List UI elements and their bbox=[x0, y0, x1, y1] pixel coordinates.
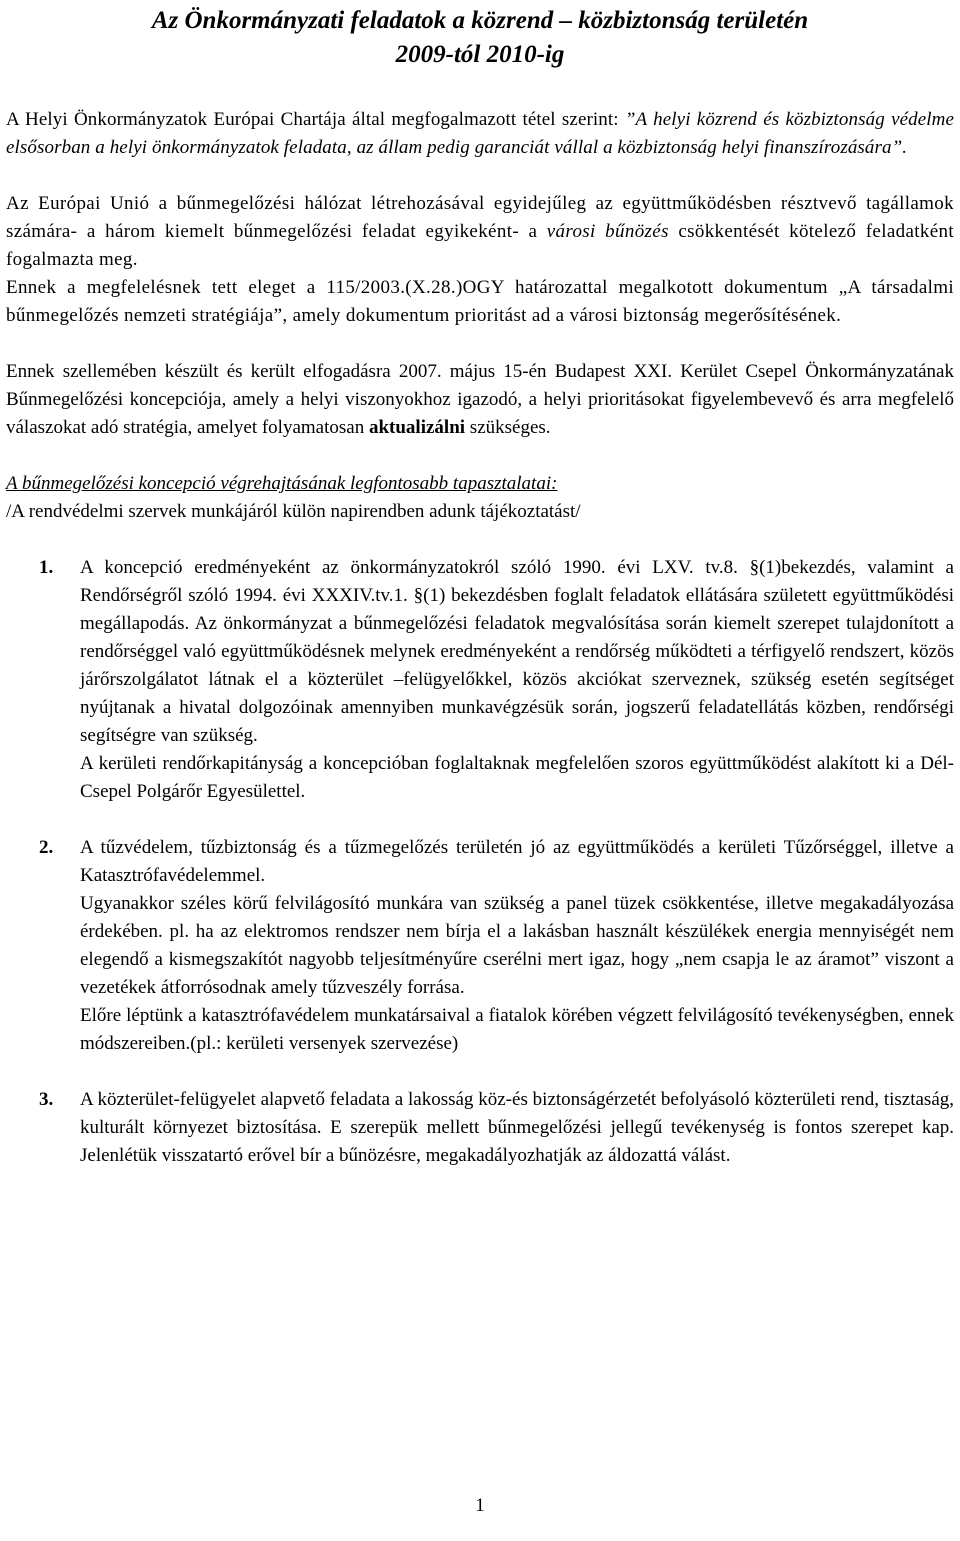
list-item-2 bbox=[6, 834, 954, 1058]
list-item-number: 2. bbox=[39, 837, 54, 858]
list-item-number: 1. bbox=[39, 557, 54, 578]
page-number: 1 bbox=[475, 1495, 485, 1516]
eu-text-italic: városi bűnözés bbox=[546, 221, 669, 242]
document-page bbox=[6, 0, 954, 1170]
concept-paragraph bbox=[6, 358, 954, 442]
concept-text-1: Ennek szellemében készült és került elfogadásra 2007. május 15-én Budapest XXI. Kerület Csepel Önkormányzatának Bűnmegelőzési koncepciója, amely a helyi viszonyokhoz igazodó, a helyi prioritásokat figyelembevevő és arra megfelelő válaszokat adó stratégia, amelyet folyamatosan bbox=[6, 361, 954, 438]
list-item-number: 3. bbox=[39, 1089, 54, 1110]
section-heading: A bűnmegelőzési koncepció végrehajtásának legfontosabb tapasztalatai: bbox=[6, 473, 558, 494]
document-title bbox=[6, 4, 954, 72]
section-note: /A rendvédelmi szervek munkájáról külön napirendben adunk tájékoztatást/ bbox=[6, 501, 581, 522]
title-line-2: 2009-tól 2010-ig bbox=[395, 41, 565, 68]
eu-text-1: Az Európai Unió a bűnmegelőzési hálózat létrehozásával egyidejűleg az együttműködésben résztvevő tagállamok számára- a három kiemelt bűnmegelőzési feladat egyikeként- a bbox=[6, 193, 954, 242]
experience-list bbox=[6, 554, 954, 1170]
list-item-1 bbox=[6, 554, 954, 806]
list-item-paragraph: A kerületi rendőrkapitányság a koncepcióban foglaltaknak megfelelően szoros együttműködést alakított ki a Dél-Csepel Polgárőr Egyesülettel. bbox=[80, 753, 954, 802]
list-spacer bbox=[6, 1058, 954, 1086]
list-item-paragraph: A közterület-felügyelet alapvető feladata a lakosság köz-és biztonságérzetét befolyásoló közterületi rend, tisztaság, kulturált környezet biztosítása. E szerepük mellett bűnmegelőzési jellegű tevékenység is fontos szerepet kap. Jelenlétük visszatartó erővel bír a bűnözésre, megakadályozhatják az áldozattá válást. bbox=[80, 1089, 954, 1166]
list-item-paragraph: Előre léptünk a katasztrófavédelem munkatársaival a fiatalok körében végzett felvilágosító tevékenységben, ennek módszereiben.(pl.: kerületi versenyek szervezése) bbox=[80, 1005, 954, 1054]
concept-text-bold: aktualizálni bbox=[368, 417, 466, 438]
list-item-3 bbox=[6, 1086, 954, 1170]
eu-paragraph bbox=[6, 190, 954, 274]
intro-paragraph bbox=[6, 106, 954, 162]
list-spacer bbox=[6, 806, 954, 834]
eu-text-2: csökkentését kötelező feladatként fogalmazta meg. bbox=[6, 221, 954, 270]
title-line-1: Az Önkormányzati feladatok a közrend – közbiztonság területén bbox=[151, 7, 809, 34]
intro-quote: ”A helyi közrend és közbiztonság védelme elsősorban a helyi önkormányzatok feladata, az állam pedig garanciát vállal a közbiztonság helyi finanszírozására”. bbox=[6, 109, 954, 158]
list-item-paragraph: A tűzvédelem, tűzbiztonság és a tűzmegelőzés területén jó az együttműködés a kerületi Tűzőrséggel, illetve a Katasztrófavédelemmel. bbox=[80, 837, 954, 886]
list-item-paragraph: A koncepció eredményeként az önkormányzatokról szóló 1990. évi LXV. tv.8. §(1)bekezdés, valamint a Rendőrségről szóló 1994. évi XXXIV.tv.1. §(1) bekezdésben foglalt feladatok ellátására született együttműködési megállapodás. Az önkormányzat a bűnmegelőzési feladatok megvalósítása során kiemelt szerepet tulajdonított a rendőrséggel való együttműködésnek melynek eredményeként a rendőrség működteti a térfigyelő rendszert, közös járőrszolgálatot látnak el a közterület –felügyelőkkel, közös akciókat szerveznek, szükség esetén segítséget nyújtanak a hivatal dolgozóinak amennyiben munkavégzésük során, jogszerű feladatellátás közben, rendőrségi segítségre van szükség. bbox=[80, 557, 954, 746]
concept-text-2: szükséges. bbox=[465, 417, 551, 438]
list-item-paragraph: Ugyanakkor széles körű felvilágosító munkára van szükség a panel tüzek csökkentése, illetve megakadályozása érdekében. pl. ha az elektromos rendszer nem bírja el a lakásban használt készülékek energia mennyiségét nem elegendő a kismegszakítót nagyobb teljesítményűre cserélni mert igaz, hogy „nem csapja le az áramot” viszont a vezetékek átforrósodnak amely tűzveszély forrása. bbox=[80, 893, 954, 998]
ogy-paragraph: Ennek a megfelelésnek tett eleget a 115/2003.(X.28.)OGY határozattal megalkotott dokumentum „A társadalmi bűnmegelőzés nemzeti stratégiája”, amely dokumentum prioritást ad a városi biztonság megerősítésének. bbox=[6, 277, 954, 326]
intro-lead: A Helyi Önkormányzatok Európai Chartája által megfogalmazott tétel szerint: bbox=[6, 109, 625, 130]
